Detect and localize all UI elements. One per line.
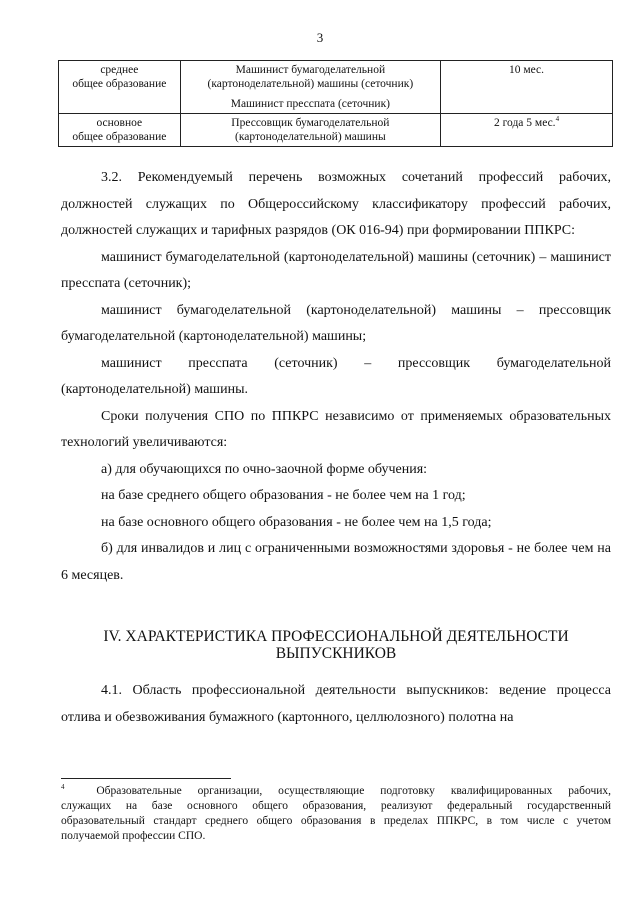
education-line: среднее: [100, 64, 139, 76]
professions-table: [58, 60, 613, 147]
paragraph: машинист бумагоделательной (картоноделательной) машины (сеточник) – машинист пресспата (сеточник);: [61, 249, 611, 291]
duration-cell: [441, 114, 613, 147]
heading-line: IV. ХАРАКТЕРИСТИКА ПРОФЕССИОНАЛЬНОЙ ДЕЯТЕЛЬНОСТИ: [103, 628, 569, 645]
paragraph: 4.1. Область профессиональной деятельности выпускников: ведение процесса отлива и обезвоживания бумажного (картонного, целлюлозного) полотна на: [61, 683, 611, 725]
paragraph: машинист пресспата (сеточник) – прессовщик бумагоделательной (картоноделательной) машины.: [61, 355, 611, 397]
education-cell: [59, 61, 181, 114]
duration-cell: [441, 61, 613, 114]
paragraph: а) для обучающихся по очно-заочной форме обучения:: [101, 461, 428, 477]
section-3-2: [61, 165, 611, 589]
profession-line: Машинист пресспата (сеточник): [230, 98, 390, 110]
profession-line: (картоноделательной) машины (сеточник): [207, 78, 414, 90]
footnote-ref: 4: [555, 115, 560, 124]
footnote-line: получаемой профессии СПО.: [61, 830, 206, 842]
section-4-1: [61, 678, 611, 731]
table-row: [59, 114, 613, 147]
profession-cell: [180, 114, 440, 147]
paragraph: Сроки получения СПО по ППКРС независимо от применяемых образовательных технологий увеличиваются:: [61, 408, 611, 450]
footnote-line: служащих на базе основного общего образования, реализуют федеральный государственный: [61, 800, 611, 812]
paragraph: машинист бумагоделательной (картоноделательной) машины – прессовщик бумагоделательной (картоноделательной) машины;: [61, 302, 611, 344]
education-line: общее образование: [72, 131, 167, 143]
footnote-divider: [61, 778, 231, 779]
footnote-text: Образовательные организации, осуществляющие подготовку квалифицированных рабочих,: [96, 785, 612, 797]
profession-cell: [180, 61, 440, 114]
footnote-line: образовательный стандарт среднего общего образования в пределах ППКРС, в том числе с учетом: [61, 815, 611, 827]
page-number: 3: [316, 30, 324, 45]
profession-line: (картоноделательной) машины: [235, 131, 386, 143]
paragraph: 3.2. Рекомендуемый перечень возможных сочетаний профессий рабочих, должностей служащих по Общероссийскому классификатору профессий рабочих, должностей служащих и тарифных разрядов (ОК 016-94) при формировании ППКРС:: [61, 170, 611, 238]
duration-value: 2 года 5 мес.: [493, 117, 556, 129]
profession-line: Прессовщик бумагоделательной: [231, 117, 390, 129]
heading-line: ВЫПУСКНИКОВ: [275, 645, 397, 662]
paragraph: на базе основного общего образования - не более чем на 1,5 года;: [101, 514, 492, 530]
education-cell: [59, 114, 181, 147]
section-heading: [61, 628, 611, 662]
education-line: общее образование: [72, 78, 167, 90]
education-line: основное: [96, 117, 143, 129]
table-row: [59, 61, 613, 114]
paragraph: б) для инвалидов и лиц с ограниченными возможностями здоровья - не более чем на 6 месяцев.: [61, 541, 611, 583]
duration-value: 10 мес.: [509, 64, 545, 76]
profession-line: Машинист бумагоделательной: [235, 64, 386, 76]
footnote-mark: 4: [61, 783, 65, 792]
footnote-line: [61, 784, 611, 799]
paragraph: на базе среднего общего образования - не более чем на 1 год;: [101, 488, 466, 503]
footnote: [61, 784, 611, 844]
